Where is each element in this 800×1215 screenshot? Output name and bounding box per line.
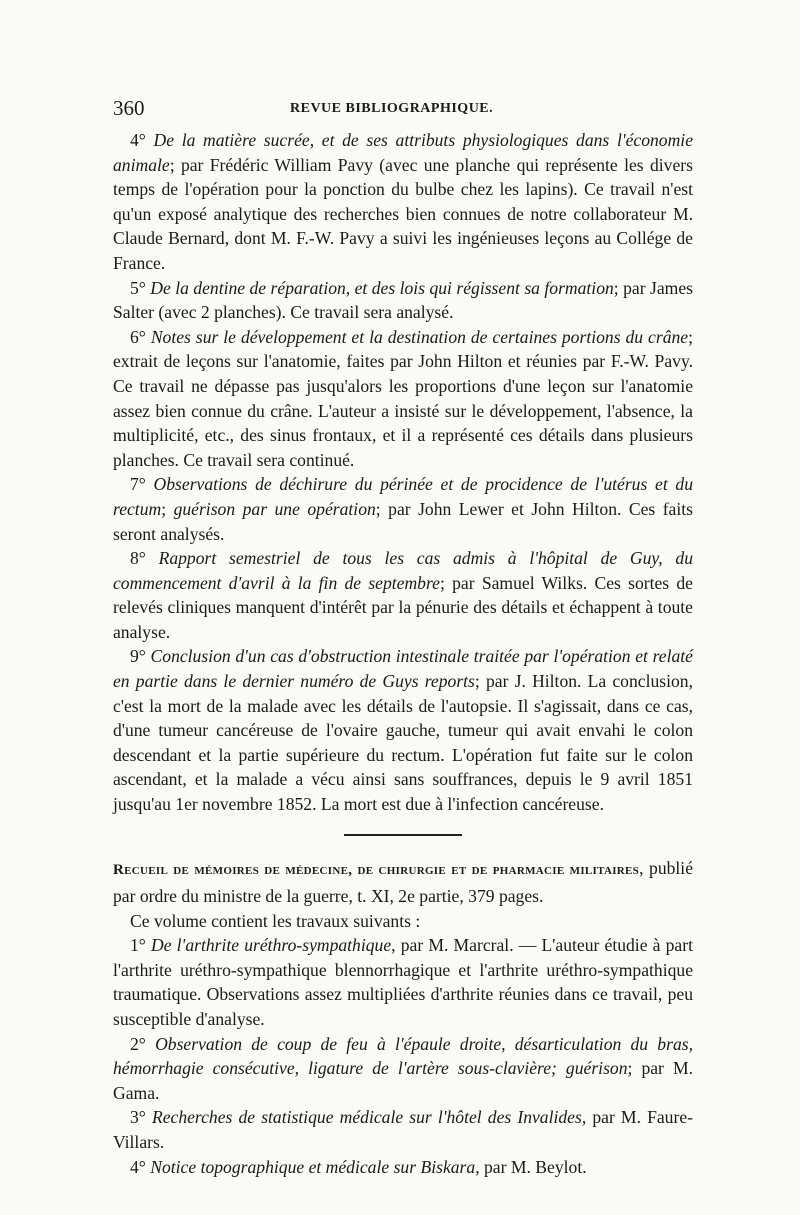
item-title: Observation de coup de feu à l'épaule droite, désarticulation du bras, hémorrhagie consécutive, ligature de l'artère sous-clavière; guérison	[113, 1033, 693, 1079]
item-title: Observations de déchirure du périnée et de procidence de l'utérus et du rectum	[113, 474, 693, 519]
item-title: Recherches de statistique médicale sur l'hôtel des Invalides	[151, 1107, 582, 1128]
page-number: 360	[113, 96, 145, 120]
recueil-heading	[113, 855, 693, 909]
item-title: De la matière sucrée, et de ses attributs physiologiques dans l'économie animale	[113, 130, 694, 175]
recueil-intro: Ce volume contient les travaux suivants :	[130, 910, 421, 931]
item-number: 9°	[130, 646, 146, 667]
item-8	[113, 546, 693, 644]
item-text: ; par M. Gama.	[113, 1058, 693, 1103]
item-number: 6°	[130, 326, 146, 347]
item-4	[113, 128, 693, 276]
item-text: ; par John Lewer et John Hilton. Ces faits seront analysés.	[113, 498, 693, 544]
recueil-item-3	[113, 1105, 693, 1154]
item-text: , par M. Beylot.	[475, 1156, 587, 1177]
item-text: , par M. Faure-Villars.	[113, 1107, 693, 1152]
item-text: , par M. Marcral. — L'auteur étudie à part l'arthrite uréthro-sympathique blennorrhagique et l'arthrite uréthro-sympathique traumatique. Observations assez multipliées d'arthrite réunies dans ce travail, peu susceptible d'analyse.	[113, 935, 693, 1029]
item-title: Rapport semestriel de tous les cas admis à l'hôpital de Guy, du commencement d'avril à la fin de septembre	[113, 548, 693, 593]
page-header	[113, 96, 693, 122]
page-body	[113, 128, 693, 1179]
recueil-publication-info: , publié par ordre du ministre de la guerre, t. XI, 2e partie, 379 pages.	[113, 857, 693, 906]
item-number: 4°	[130, 130, 146, 150]
recueil-item-4	[113, 1155, 693, 1180]
recueil-item-2	[113, 1032, 693, 1106]
item-number: 8°	[130, 548, 146, 569]
item-title: Conclusion d'un cas d'obstruction intestinale traitée par l'opération et relaté en partie dans le dernier numéro de Guys reports	[113, 646, 693, 692]
item-text: ; par J. Hilton. La conclusion, c'est la mort de la malade avec les détails de l'autopsie. Il s'agissait, dans ce cas, d'une tumeur cancéreuse de l'ovaire gauche, tumeur qui avait envahi le colon descendant et la partie supérieure du rectum. L'opération fut faite sur le colon ascendant, et la malade a vécu ainsi sans souffrances, depuis le 9 avril 1851 jusqu'au 1er novembre 1852. La mort est due à l'infection cancéreuse.	[113, 671, 693, 815]
item-5	[113, 276, 693, 325]
running-title: REVUE BIBLIOGRAPHIQUE.	[290, 101, 494, 116]
item-text: ; par James Salter (avec 2 planches). Ce travail sera analysé.	[113, 277, 693, 323]
item-7	[113, 472, 693, 546]
item-number: 7°	[130, 474, 146, 495]
item-number: 3°	[130, 1107, 146, 1128]
item-number: 5°	[130, 277, 146, 298]
recueil-item-1	[113, 933, 693, 1031]
item-text: ; par Samuel Wilks. Ces sortes de relevés cliniques manquent d'intérêt par la pénurie des détails et échappent à toute analyse.	[113, 572, 693, 642]
item-separator: ;	[161, 498, 174, 519]
item-text: ; extrait de leçons sur l'anatomie, faites par John Hilton et réunies par F.-W. Pavy. Ce travail ne dépasse pas jusqu'alors les proportions d'une leçon sur l'anatomie assez bien connue du crâne. L'auteur a insisté sur le développement, l'absence, la multiplicité, etc., des sinus frontaux, et il a représenté ces détails dans plusieurs planches. Ce travail sera continué.	[113, 326, 693, 470]
item-number: 2°	[130, 1033, 146, 1054]
item-title-secondary: guérison par une opération	[173, 498, 376, 519]
item-title: De l'arthrite uréthro-sympathique	[151, 935, 392, 956]
item-number: 1°	[130, 935, 146, 956]
item-number: 4°	[130, 1156, 146, 1177]
item-title: Notes sur le développement et la destination de certaines portions du crâne	[150, 326, 689, 347]
item-title: Notice topographique et médicale sur Biskara	[150, 1156, 476, 1177]
item-text: ; par Frédéric William Pavy (avec une planche qui représente les divers temps de l'opération pour la ponction du bulbe chez les lapins). Ce travail n'est qu'un exposé analytique des recherches bien connues de notre collaborateur M. Claude Bernard, dont M. F.-W. Pavy a suivi les ingénieuses leçons au Collége de France.	[113, 154, 693, 273]
section-divider	[344, 834, 462, 836]
recueil-title: Recueil de mémoires de médecine, de chirurgie et de pharmacie militaires	[113, 861, 640, 878]
item-title: De la dentine de réparation, et des lois qui régissent sa formation	[150, 277, 614, 298]
item-6	[113, 325, 693, 473]
item-9	[113, 644, 693, 816]
